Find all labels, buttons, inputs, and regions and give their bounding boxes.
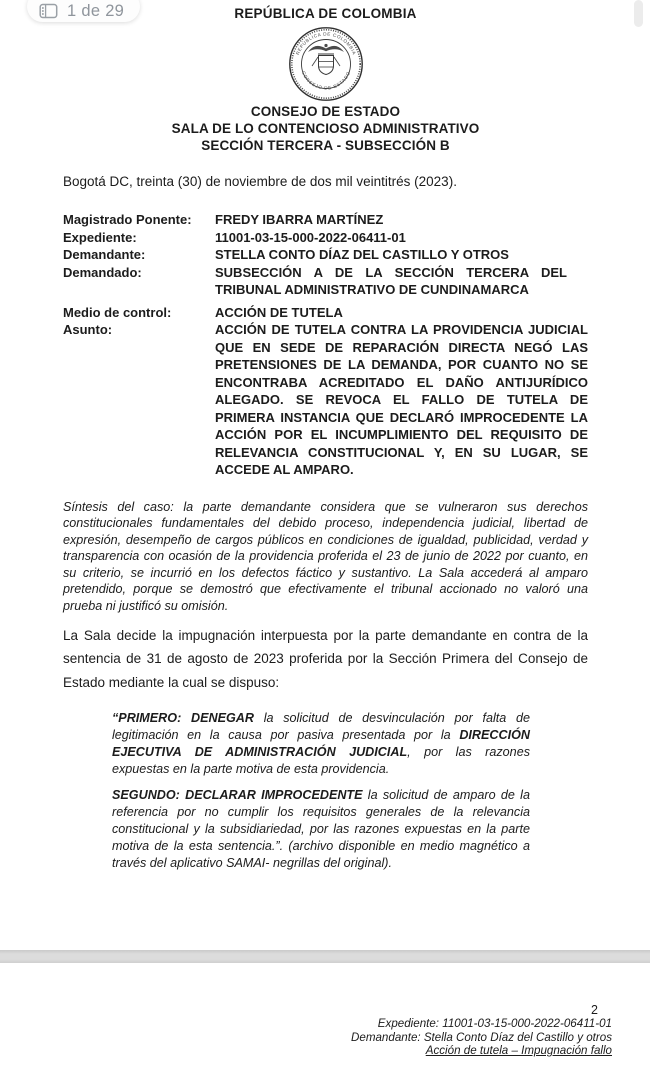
page-separator [0,950,650,963]
field-value: ACCIÓN DE TUTELA CONTRA LA PROVIDENCIA JUDICIAL QUE EN SEDE DE REPARACIÓN DIRECTA NEGÓ LAS PRETENSIONES DE LA DEMANDA, POR CUANTO NO SE ENCONTRABA ACREDITADO EL DAÑO ANTIJURÍDICO ALEGADO. SE REVOCA EL FALLO DE TUTELA DE PRIMERA INSTANCIA QUE DECLARÓ IMPROCEDENTE LA ACCIÓN POR EL INCUMPLIMIENTO DEL REQUISITO DE RELEVANCIA CONSTITUCIONAL Y, EN SU LUGAR, SE ACCEDE AL AMPARO. [215,322,588,477]
scrollbar-thumb[interactable] [634,0,643,27]
quote-entity: DIRECCIÓN EJECUTIVA DE ADMINISTRACIÓN JUDICIAL [112,728,530,760]
header-case-type: Acción de tutela – Impugnación fallo [425,1044,612,1057]
field-row-demandante [63,246,588,264]
ruling-quote-primero [112,710,530,778]
dateline: Bogotá DC, treinta (30) de noviembre de dos mil veintitrés (2023). [63,174,457,189]
pages-icon [39,3,58,19]
field-value: ACCIÓN DE TUTELA [215,304,343,320]
field-label: Demandado: [63,264,142,280]
header-expediente: Expediente: 11001-03-15-000-2022-06411-01 [377,1017,612,1030]
section-name: SECCIÓN TERCERA - SUBSECCIÓN B [201,138,450,153]
field-label: Asunto: [63,322,113,337]
decision-intro: La Sala decide la impugnación interpuesta por la parte demandante en contra de la sentencia de 31 de agosto de 2023 proferida por la Sección Primera del Consejo de Estado mediante la cual se dispuso: [63,627,588,690]
republic-title: REPÚBLICA DE COLOMBIA [234,6,417,21]
page-number: 2 [591,1003,598,1017]
field-row-expediente [63,229,588,247]
chamber-name: SALA DE LO CONTENCIOSO ADMINISTRATIVO [171,121,480,136]
court-name: CONSEJO DE ESTADO [250,104,401,119]
header-demandante: Demandante: Stella Conto Díaz del Castillo y otros [351,1030,612,1044]
quote-text: , por las razones expuestas en la parte motiva de esta providencia. [112,745,530,777]
quote-text: la solicitud de amparo de la referencia por no cumplir los requisitos generales de la relevancia constitucional y la subsidiariedad, por las razones expuestas en la parte motiva de la esta sentencia.”. (archivo disponible en medio magnético a través del aplicativo SAMAI- negrillas del original). [112,788,530,871]
page2-header [63,1003,612,1058]
field-label: Magistrado Ponente: [63,212,192,227]
field-label: Medio de control: [63,304,172,320]
field-label: Expediente: [63,229,137,245]
svg-text:CONSEJO DE ESTADO: CONSEJO DE ESTADO [300,70,351,91]
document-page-2 [0,963,650,1082]
page-counter-pill[interactable] [27,0,140,22]
field-value: STELLA CONTO DÍAZ DEL CASTILLO Y OTROS [215,247,509,262]
case-synthesis: Síntesis del caso: la parte demandante considera que se vulneraron sus derechos constitucionales fundamentales del debido proceso, independencia judicial, libertad de expresión, desempeño de cargos públicos en condiciones de igualdad, publicidad, verdad y transparencia con ocasión de la providencia proferida el 23 de junio de 2022 por cuanto, en su criterio, se incurrió en los defectos fáctico y sustantivo. La Sala accederá al amparo pretendido, porque se demostró que efectivamente el tribunal accionado no valoró una prueba ni justificó su omisión. [63,499,588,614]
field-value: FREDY IBARRA MARTÍNEZ [215,212,384,227]
page-counter-label: 1 de 29 [67,1,125,20]
quote-text: la solicitud de desvinculación por falta de legitimación en la causa por pasiva presentada por la [112,711,530,743]
field-label: Demandante: [63,247,146,262]
case-fields [63,211,588,479]
svg-text:REPÚBLICA DE COLOMBIA: REPÚBLICA DE COLOMBIA [294,31,357,56]
field-value: SUBSECCIÓN A DE LA SECCIÓN TERCERA DEL TRIBUNAL ADMINISTRATIVO DE CUNDINAMARCA [215,264,567,297]
ruling-quote-segundo [112,787,530,872]
court-header [63,103,588,154]
colombia-coat-of-arms-seal [288,26,364,102]
field-row-magistrado [63,211,588,229]
quote-lead: SEGUNDO: DECLARAR IMPROCEDENTE [112,788,363,803]
quote-lead: “PRIMERO: DENEGAR [112,711,254,726]
field-row-medio-de-control [63,304,588,322]
field-row-asunto [63,321,588,479]
field-value: 11001-03-15-000-2022-06411-01 [215,229,406,245]
field-row-demandado [63,264,588,299]
